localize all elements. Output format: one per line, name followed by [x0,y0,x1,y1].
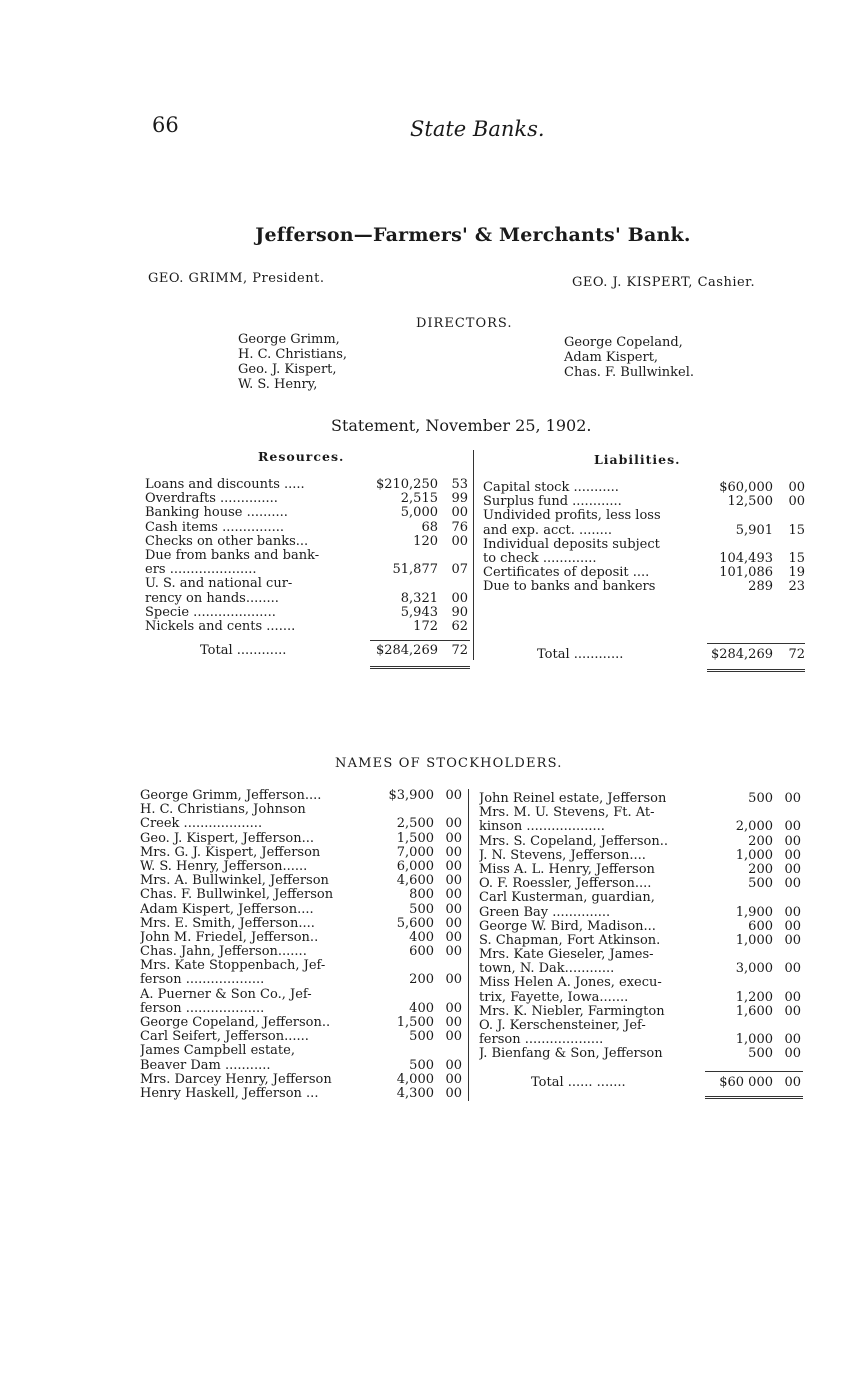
director: George Copeland, [564,335,683,350]
row-label: kinson ................... [479,820,605,835]
page-number: 66 [152,113,179,137]
row-label: Mrs. Kate Gieseler, James- [479,948,654,963]
row-cents: 00 [451,533,468,549]
table-row [140,803,464,817]
row-cents: 15 [788,522,805,538]
row-cents: 00 [784,961,801,977]
row-label: Carl Seifert, Jefferson...... [140,1030,309,1045]
row-label: A. Puerner & Son Co., Jef- [140,987,312,1002]
row-label: Undivided profits, less loss [483,509,661,524]
row-amount: 4,000 [396,1071,434,1087]
table-row [140,1002,464,1016]
row-label: Individual deposits subject [483,537,660,552]
row-cents: 00 [445,830,462,846]
table-row [479,820,803,834]
row-label: J. N. Stevens, Jefferson.... [479,848,646,863]
row-amount: 1,500 [396,830,434,846]
table-row [479,877,803,891]
row-cents: 00 [451,505,468,521]
row-amount: 4,300 [396,1085,434,1101]
row-cents: 00 [445,1015,462,1030]
table-row [483,481,805,495]
row-cents: 00 [784,861,801,877]
row-label: ferson ................... [479,1033,604,1048]
table-row [479,1005,803,1019]
row-label: ers ..................... [145,563,257,578]
row-label: George W. Bird, Madison... [479,919,656,934]
row-amount: 5,943 [400,604,438,620]
row-amount: 600 [748,918,773,934]
row-label: ferson ................... [140,1001,265,1016]
table-row [145,606,470,620]
table-row [479,806,803,820]
table-row [145,492,470,506]
liabilities-table [483,481,805,595]
table-row [140,1030,464,1044]
stock-double-rule [705,1096,803,1099]
row-label: Adam Kispert, Jefferson.... [140,902,314,917]
resources-table [145,478,470,634]
total-cents: 00 [784,1075,801,1090]
row-label: W. S. Henry, Jefferson...... [140,859,308,874]
row-amount: 200 [748,833,773,849]
table-row [140,917,464,931]
row-amount: 400 [409,1000,434,1016]
row-cents: 00 [445,1057,462,1073]
row-amount: 104,493 [719,550,773,566]
table-row [479,1019,803,1033]
row-amount: 1,600 [735,1003,773,1019]
row-label: John Reinel estate, Jefferson [479,792,667,806]
director: H. C. Christians, [238,347,348,362]
table-row [479,863,803,877]
row-cents: 00 [445,1029,462,1045]
table-row [479,891,803,905]
director: Adam Kispert, [564,350,659,365]
table-row [145,549,470,563]
row-amount: 500 [748,1046,773,1062]
row-label: H. C. Christians, Johnson [140,803,306,818]
table-row [483,509,805,523]
row-cents: 00 [445,887,462,903]
row-amount: 3,000 [735,961,773,977]
row-label: Overdrafts .............. [145,492,278,507]
row-label: Banking house .......... [145,506,288,521]
row-label: Beaver Dam ........... [140,1058,271,1073]
row-cents: 00 [445,788,462,803]
director: George Grimm, [238,332,340,347]
row-label: Due to banks and bankers [483,580,656,595]
column-divider [473,450,474,660]
row-label: Mrs. Kate Stoppenbach, Jef- [140,959,326,974]
table-row [140,874,464,888]
total-amount: $284,269 [710,647,773,662]
table-row [145,521,470,535]
row-label: Mrs. G. J. Kispert, Jefferson [140,845,321,860]
row-cents: 00 [445,858,462,874]
row-amount: 200 [409,972,434,988]
director: Geo. J. Kispert, [238,362,337,377]
table-row [479,991,803,1005]
cashier: GEO. J. KISPERT, Cashier. [572,275,756,290]
table-row [483,495,805,509]
table-row [483,552,805,566]
table-row [479,976,803,990]
row-label: Mrs. Darcey Henry, Jefferson [140,1072,332,1087]
row-cents: 19 [788,565,805,581]
table-row [479,1033,803,1047]
row-amount: $3,900 [388,788,434,803]
table-row [145,535,470,549]
row-amount: 500 [409,1057,434,1073]
table-row [479,962,803,976]
row-amount: 12,500 [727,494,773,510]
row-cents: 00 [788,494,805,510]
row-amount: 1,000 [735,847,773,863]
total-label: Total ...... ....... [531,1076,626,1090]
table-row [140,959,464,973]
row-cents: 76 [451,519,468,535]
row-cents: 00 [445,816,462,832]
table-row [479,849,803,863]
row-label: Green Bay .............. [479,905,611,920]
row-cents: 00 [445,901,462,917]
row-label: Nickels and cents ....... [145,619,296,634]
row-amount: 1,500 [396,1015,434,1030]
directors-right [564,335,694,380]
total-amount: $284,269 [375,643,438,658]
row-cents: 00 [784,876,801,892]
table-row [140,888,464,902]
table-row [479,835,803,849]
table-row [140,1016,464,1030]
table-row [479,792,803,806]
table-row [140,973,464,987]
row-cents: 00 [451,590,468,606]
row-amount: 1,000 [735,1032,773,1048]
director: Chas. F. Bullwinkel. [564,365,695,380]
resources-total [145,644,470,658]
row-amount: 200 [748,861,773,877]
total-cents: 72 [451,643,468,658]
row-amount: 1,200 [735,989,773,1005]
row-label: Loans and discounts ..... [145,478,305,492]
row-cents: 99 [451,491,468,507]
table-row [479,906,803,920]
table-row [145,592,470,606]
row-amount: $60,000 [719,480,773,495]
row-amount: 2,500 [396,816,434,832]
row-label: Henry Haskell, Jefferson ... [140,1086,319,1101]
table-row [479,948,803,962]
row-cents: 00 [445,929,462,945]
table-row [145,577,470,591]
stock-column-divider [468,789,469,1101]
row-cents: 00 [784,833,801,849]
row-cents: 00 [788,480,805,495]
row-label: town, N. Dak............ [479,962,615,977]
stockholders-heading: NAMES OF STOCKHOLDERS. [335,756,563,771]
row-label: to check ............. [483,551,597,566]
resources-double-rule [370,666,470,669]
table-row [140,931,464,945]
row-cents: 00 [784,1046,801,1062]
row-cents: 53 [451,477,468,492]
row-label: Specie .................... [145,605,276,620]
row-label: Mrs. A. Bullwinkel, Jefferson [140,874,329,889]
row-label: Geo. J. Kispert, Jefferson... [140,831,314,846]
table-row [140,1087,464,1101]
row-label: Mrs. M. U. Stevens, Ft. At- [479,806,655,821]
row-label: rency on hands........ [145,591,279,606]
row-label: S. Chapman, Fort Atkinson. [479,933,661,948]
row-label: Chas. Jahn, Jefferson....... [140,945,307,960]
bank-title: Jefferson—Farmers' & Merchants' Bank. [255,224,691,246]
row-amount: 120 [413,533,438,549]
stockholders-right [479,792,803,1062]
row-label: John M. Friedel, Jefferson.. [140,930,319,945]
table-row [483,566,805,580]
row-label: ferson ................... [140,973,265,988]
table-row [479,1047,803,1061]
row-cents: 00 [784,819,801,835]
row-cents: 00 [784,932,801,948]
row-label: Miss A. L. Henry, Jefferson [479,862,655,877]
row-cents: 00 [445,944,462,960]
row-label: Surplus fund ............ [483,495,622,510]
row-cents: 00 [784,904,801,920]
row-amount: 5,600 [396,915,434,931]
table-row [483,524,805,538]
row-amount: 51,877 [392,562,438,578]
table-row [483,538,805,552]
row-cents: 15 [788,550,805,566]
row-cents: 00 [445,915,462,931]
table-row [140,789,464,803]
row-cents: 00 [784,1032,801,1048]
row-amount: 289 [748,579,773,595]
row-amount: 6,000 [396,858,434,874]
row-amount: 600 [409,944,434,960]
row-label: O. J. Kerschensteiner, Jef- [479,1019,646,1033]
directors-heading: DIRECTORS. [416,316,513,331]
row-amount: 500 [409,901,434,917]
row-cents: 00 [784,847,801,863]
liabilities-total [483,648,805,662]
table-row [479,920,803,934]
row-amount: 7,000 [396,844,434,860]
row-label: Capital stock ........... [483,481,619,495]
row-label: O. F. Roessler, Jefferson.... [479,877,652,892]
row-amount: 1,000 [735,932,773,948]
table-row [140,832,464,846]
table-row [145,563,470,577]
row-label: Mrs. K. Niebler, Farmington [479,1004,665,1019]
row-cents: 90 [451,604,468,620]
liabilities-double-rule [707,669,805,672]
running-title: State Banks. [410,117,545,141]
stock-total [479,1076,803,1090]
table-row [140,945,464,959]
row-label: Due from banks and bank- [145,548,320,563]
resources-heading: Resources. [258,449,345,464]
row-amount: 1,900 [735,904,773,920]
statement-title: Statement, November 25, 1902. [331,416,592,435]
row-label: James Campbell estate, [140,1044,295,1059]
row-cents: 00 [784,989,801,1005]
row-label: Certificates of deposit .... [483,566,650,581]
row-label: J. Bienfang & Son, Jefferson [479,1047,663,1062]
row-cents: 00 [784,918,801,934]
row-label: Cash items ............... [145,520,285,535]
row-label: trix, Fayette, Iowa....... [479,990,629,1005]
table-row [140,1059,464,1073]
stockholders-left [140,789,464,1101]
row-label: Mrs. S. Copeland, Jefferson.. [479,834,669,849]
table-row [145,620,470,634]
row-cents: 00 [445,1000,462,1016]
table-row [145,478,470,492]
row-label: U. S. and national cur- [145,577,293,592]
row-label: Miss Helen A. Jones, execu- [479,976,662,991]
total-cents: 72 [788,647,805,662]
row-label: Carl Kusterman, guardian, [479,891,655,906]
resources-total-rule [370,640,470,641]
row-label: and exp. acct. ........ [483,523,613,538]
row-label: George Grimm, Jefferson.... [140,789,322,803]
row-amount: 5,901 [735,522,773,538]
row-amount: 2,000 [735,819,773,835]
row-cents: 23 [788,579,805,595]
row-amount: 500 [748,876,773,892]
row-amount: 172 [413,618,438,634]
row-amount: 8,321 [400,590,438,606]
row-cents: 00 [784,791,801,806]
row-amount: 500 [748,791,773,806]
total-label: Total ............ [200,644,287,658]
row-label: Chas. F. Bullwinkel, Jefferson [140,888,334,903]
president: GEO. GRIMM, President. [148,271,325,286]
row-cents: 00 [445,972,462,988]
row-cents: 00 [445,844,462,860]
row-amount: 5,000 [400,505,438,521]
row-amount: 500 [409,1029,434,1045]
table-row [140,988,464,1002]
liabilities-total-rule [707,643,805,644]
directors-left [238,332,347,392]
row-cents: 00 [445,1071,462,1087]
row-cents: 62 [451,618,468,634]
table-row [140,903,464,917]
table-row [483,580,805,594]
row-label: Mrs. E. Smith, Jefferson.... [140,916,315,931]
total-amount: $60 000 [719,1075,773,1090]
liabilities-heading: Liabilities. [594,452,681,467]
table-row [140,1044,464,1058]
row-amount: 68 [421,519,438,535]
row-cents: 00 [445,873,462,889]
row-cents: 00 [784,1003,801,1019]
row-amount: 400 [409,929,434,945]
table-row [140,846,464,860]
row-amount: 4,600 [396,873,434,889]
row-amount: 101,086 [719,565,773,581]
stock-total-rule [705,1071,803,1072]
director: W. S. Henry, [238,377,318,392]
row-amount: $210,250 [375,477,438,492]
row-cents: 00 [445,1085,462,1101]
table-row [140,1073,464,1087]
row-label: Creek ................... [140,817,263,832]
table-row [479,934,803,948]
row-amount: 2,515 [400,491,438,507]
total-label: Total ............ [537,648,624,662]
table-row [145,506,470,520]
row-label: George Copeland, Jefferson.. [140,1016,331,1030]
row-cents: 07 [451,562,468,578]
table-row [140,817,464,831]
row-amount: 800 [409,887,434,903]
row-label: Checks on other banks... [145,534,309,549]
table-row [140,860,464,874]
